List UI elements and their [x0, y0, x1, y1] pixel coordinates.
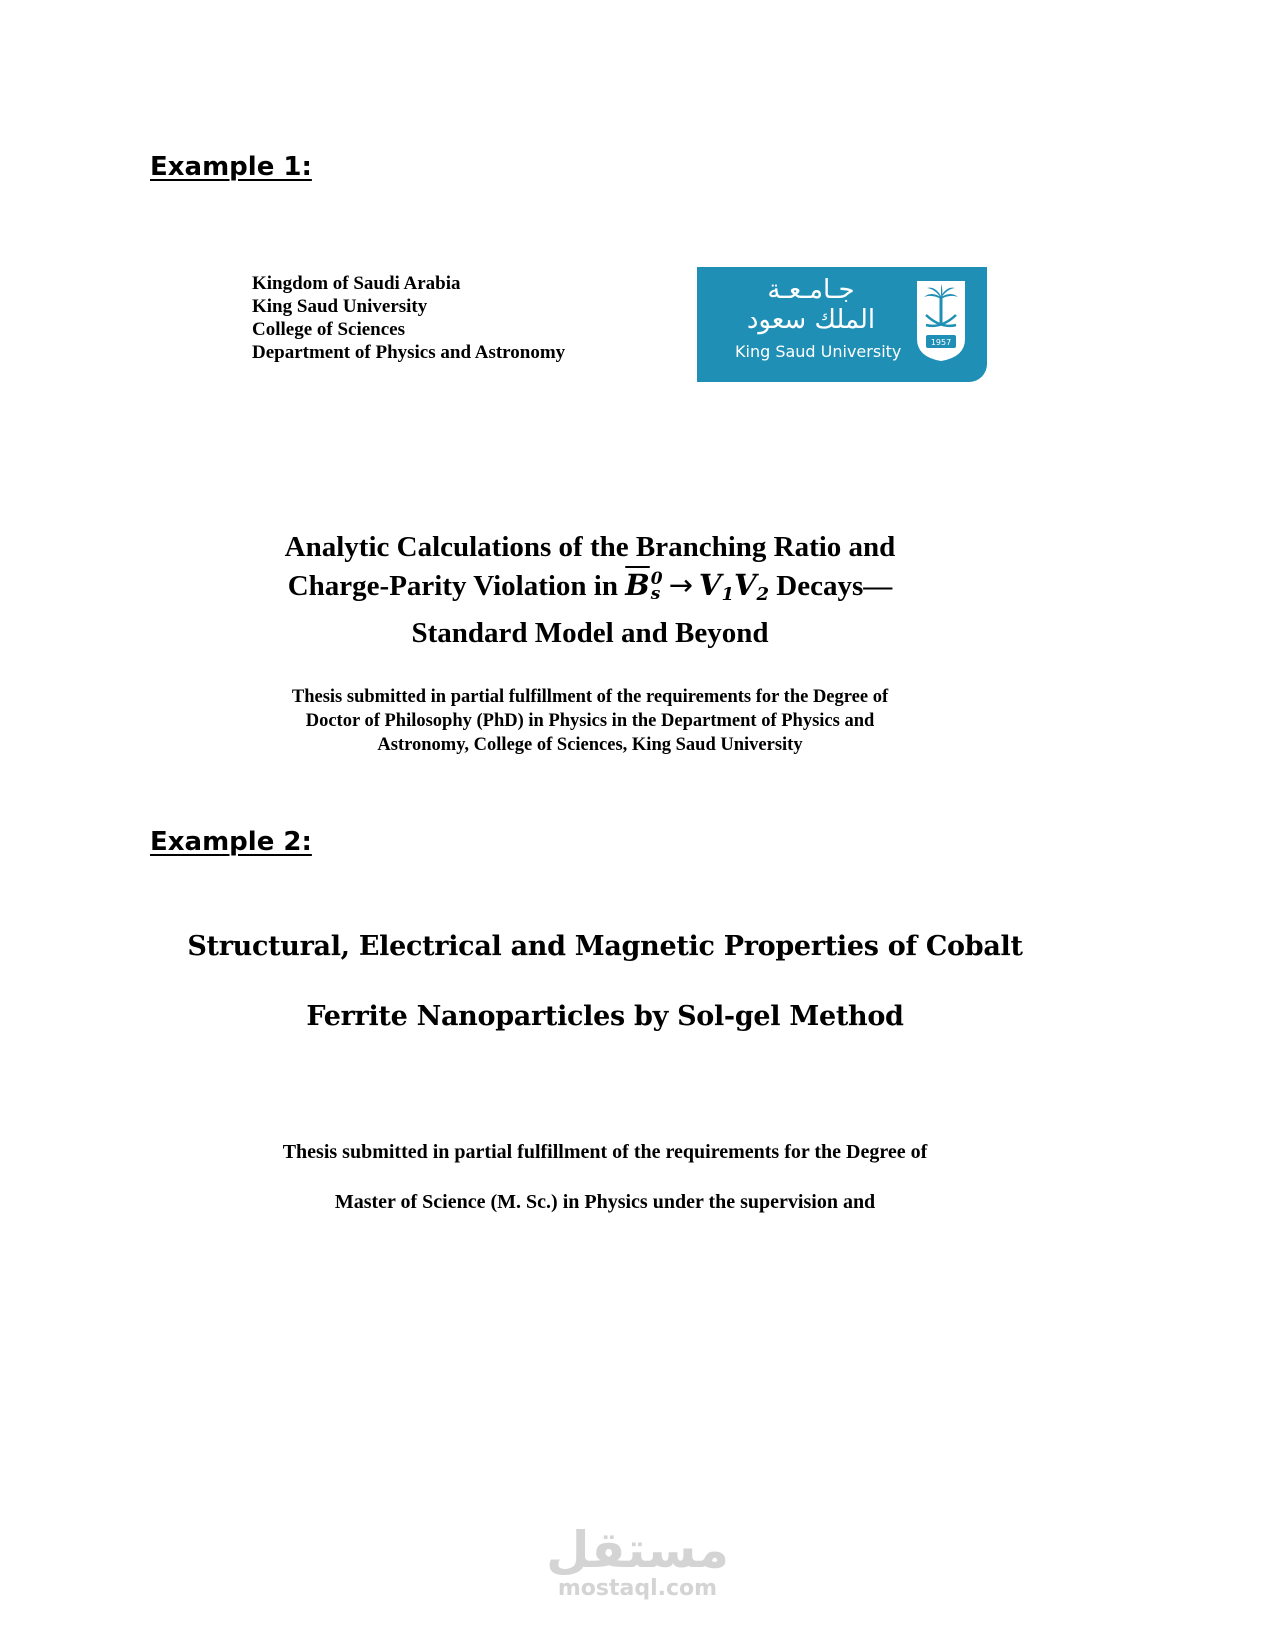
title-line: Analytic Calculations of the Branching Ratio and: [284, 531, 896, 563]
institution-line: College of Sciences: [252, 319, 406, 340]
math-v2-sub: 2: [756, 584, 770, 605]
title-text: Decays—: [769, 570, 893, 602]
example-1-thesis-title: [175, 528, 1005, 652]
institution-block: [252, 272, 565, 364]
example-2-thesis-description: [175, 1127, 1035, 1227]
title-line: Ferrite Nanoparticles by Sol-gel Method: [306, 1001, 904, 1032]
math-sup-sub: [650, 569, 663, 604]
logo-arabic-line-2: الملك سعود: [746, 305, 876, 335]
watermark-english: mostaql.com: [557, 1576, 718, 1601]
description-line: Master of Science (M. Sc.) in Physics under the supervision and: [334, 1191, 876, 1213]
institution-line: King Saud University: [252, 296, 428, 317]
arrow-symbol: →: [668, 568, 693, 602]
logo-year: 1957: [930, 338, 952, 347]
description-line: Thesis submitted in partial fulfillment of the requirements for the Degree of: [291, 687, 889, 707]
example-1-heading: Example 1:: [150, 152, 312, 182]
king-saud-university-logo: [697, 267, 987, 382]
institution-line: Department of Physics and Astronomy: [252, 342, 566, 363]
logo-english-name: King Saud University: [735, 342, 902, 361]
math-expression: [625, 568, 770, 605]
institution-line: Kingdom of Saudi Arabia: [252, 273, 461, 294]
description-line: Thesis submitted in partial fulfillment of the requirements for the Degree of: [282, 1141, 928, 1163]
logo-arabic-line-1: جـامـعـة: [767, 275, 855, 305]
title-line: Structural, Electrical and Magnetic Properties of Cobalt: [187, 931, 1023, 962]
description-line: Astronomy, College of Sciences, King Saud University: [377, 735, 803, 755]
example-1-thesis-description: [230, 685, 950, 757]
math-b-bar: $\overline{B}$: [625, 568, 650, 602]
mostaql-watermark: [0, 1523, 1275, 1601]
title-line: Standard Model and Beyond: [411, 617, 769, 649]
math-v1: V: [698, 568, 722, 602]
example-2-thesis-title: [175, 912, 1035, 1052]
palm-swords-emblem-icon: [915, 279, 967, 363]
example-2-heading: Example 2:: [150, 827, 312, 857]
math-v2: V: [733, 568, 757, 602]
watermark-arabic: مستقل: [546, 1521, 729, 1579]
description-line: Doctor of Philosophy (PhD) in Physics in the Department of Physics and: [305, 711, 875, 731]
math-v1-sub: 1: [721, 584, 734, 605]
math-sub: s: [650, 584, 661, 604]
math-sup: 0: [650, 569, 663, 589]
title-line-with-math: [175, 566, 1005, 614]
title-text: Charge-Parity Violation in: [287, 570, 626, 602]
